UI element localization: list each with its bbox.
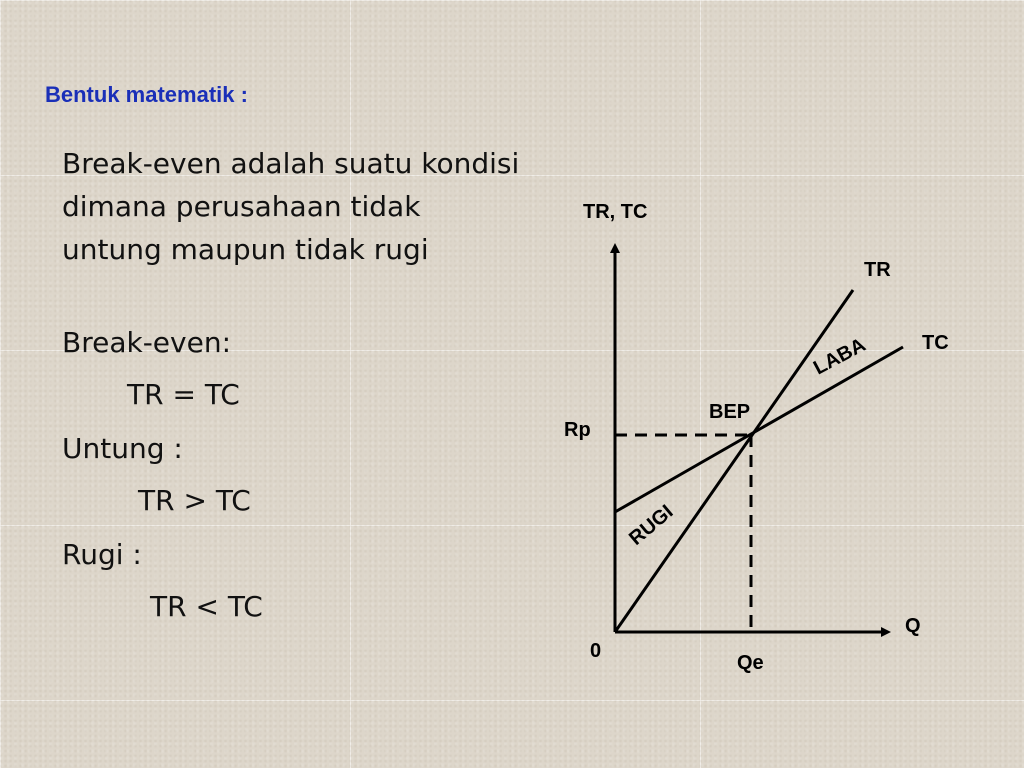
rp-label: Rp	[564, 419, 591, 441]
profit-region-label: LABA	[810, 333, 870, 380]
tc-curve-label: TC	[922, 332, 949, 354]
loss-label: Rugi :	[62, 538, 142, 571]
tr-curve-label: TR	[864, 259, 891, 281]
break-even-formula: TR = TC	[127, 378, 240, 411]
profit-label: Untung :	[62, 432, 183, 465]
slide-heading: Bentuk matematik :	[45, 82, 248, 107]
y-axis-label: TR, TC	[583, 201, 648, 223]
bep-label: BEP	[709, 401, 751, 423]
break-even-label: Break-even:	[62, 326, 232, 359]
qe-label: Qe	[737, 652, 764, 674]
loss-formula: TR < TC	[150, 590, 263, 623]
tc-line	[615, 347, 903, 512]
origin-label: 0	[590, 640, 602, 662]
loss-region-label: RUGI	[625, 500, 678, 550]
profit-formula: TR > TC	[138, 484, 251, 517]
definition-text: Break-even adalah suatu kondisi dimana perusahaan tidak untung maupun tidak rugi	[62, 147, 520, 266]
tr-line	[615, 290, 853, 632]
x-axis-label: Q	[905, 615, 921, 637]
